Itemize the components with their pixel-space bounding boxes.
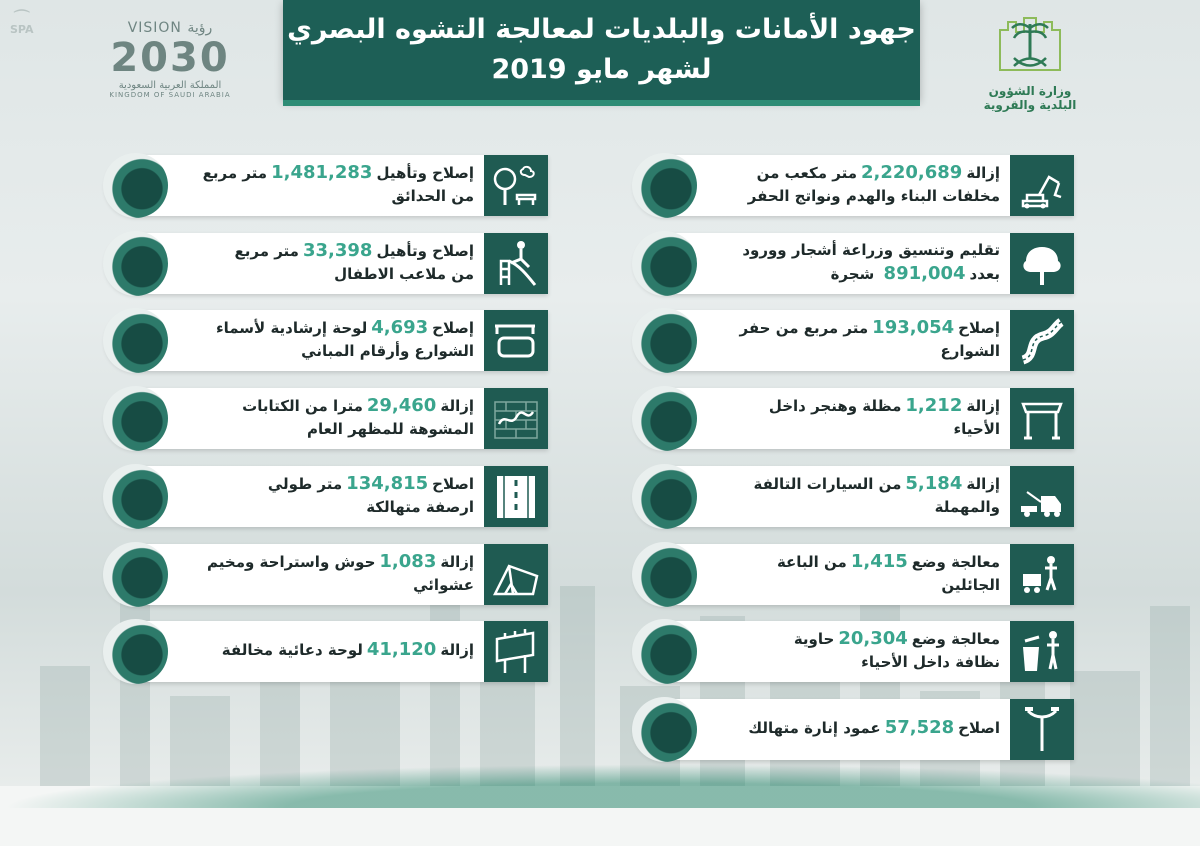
- stat-text: [179, 394, 474, 441]
- stat-card-left-2: [105, 233, 548, 294]
- stat-label-pre: إزالة: [966, 475, 1000, 493]
- stat-line2: الجائلين: [941, 576, 1000, 594]
- stat-label-post: متر مربع: [234, 242, 299, 260]
- stat-label-post: حوش واستراحة ومخيم: [207, 553, 376, 571]
- spa-logo: ⌒ SPA: [10, 8, 34, 36]
- stat-line2: من الحدائق: [391, 187, 474, 205]
- stat-label-pre: إزالة: [440, 641, 474, 659]
- stat-line-1: [179, 239, 474, 263]
- decorative-circle: [632, 308, 697, 373]
- stat-line-1: [708, 239, 1000, 262]
- stat-line-1: [708, 627, 1000, 651]
- title-line-2: لشهر مايو 2019: [491, 54, 712, 85]
- stat-card-left-1: [105, 155, 548, 216]
- stat-label-post: لوحة إرشادية لأسماء: [215, 319, 368, 337]
- stat-line-2: [708, 418, 1000, 441]
- stat-line-1: [708, 316, 1000, 340]
- stat-text: [179, 638, 474, 662]
- decorative-circle: [632, 464, 697, 529]
- decorative-circle: [103, 619, 168, 684]
- decorative-circle: [103, 542, 168, 607]
- stat-number: 1,212: [905, 395, 963, 416]
- stat-label-post: متر مربع من حفر: [739, 319, 869, 337]
- stat-line-2: [708, 496, 1000, 519]
- stat-icon-box: [1010, 544, 1074, 605]
- spa-mark-icon: ⌒: [13, 8, 30, 27]
- stat-line-1: [179, 394, 474, 418]
- decorative-circle: [632, 231, 697, 296]
- page-title: [283, 0, 920, 100]
- playground-slide-icon: [491, 239, 541, 289]
- stat-line-1: [179, 472, 474, 496]
- street-lamp-icon: [1017, 705, 1067, 755]
- title-line-1: جهود الأمانات والبلديات لمعالجة التشوه البصري: [287, 14, 916, 45]
- stat-label-pre: إزالة: [440, 553, 474, 571]
- stat-number: 193,054: [872, 317, 955, 338]
- stat-number: 1,481,283: [271, 162, 373, 183]
- stat-label-pre: إصلاح: [432, 319, 474, 337]
- stat-line-2: [179, 574, 474, 597]
- stat-line-2: [179, 418, 474, 441]
- stat-text: [179, 472, 474, 519]
- stat-line-2: [708, 574, 1000, 597]
- stat-label-pre: تقليم وتنسيق وزراعة أشجار وورود: [742, 241, 1000, 259]
- stat-label-pre: إصلاح وتأهيل: [376, 242, 474, 260]
- sidewalk-icon: [491, 472, 541, 522]
- graffiti-wall-icon: [491, 394, 541, 444]
- decorative-circle: [632, 697, 697, 762]
- stat-line2: عشوائي: [413, 576, 474, 594]
- stat-label-post: مظلة وهنجر داخل: [768, 397, 902, 415]
- stat-card-left-6: [105, 544, 548, 605]
- ministry-logo: وزارة الشؤون البلدية والقروية: [980, 10, 1080, 112]
- excavator-icon: [1017, 161, 1067, 211]
- stat-card-right-8: [634, 699, 1074, 760]
- stat-label-post: من السيارات التالفة: [753, 475, 902, 493]
- decorative-circle: [103, 308, 168, 373]
- stat-line2: المشوهة للمظهر العام: [307, 420, 474, 438]
- stat-line-2: [179, 185, 474, 208]
- stat-icon-box: [1010, 621, 1074, 682]
- stat-label-pre: اصلاح: [958, 719, 1000, 737]
- stat-text: [708, 627, 1000, 674]
- decorative-circle: [632, 153, 697, 218]
- stat-label-post: لوحة دعائية مخالفة: [221, 641, 363, 659]
- stat-label-post: حاوية: [793, 630, 835, 648]
- stat-line2: الشوارع وأرقام المباني: [301, 342, 474, 360]
- stat-card-right-1: [634, 155, 1074, 216]
- stat-line-1: [708, 394, 1000, 418]
- stat-label-pre: اصلاح: [432, 475, 474, 493]
- stat-icon-box: [484, 233, 548, 294]
- stat-line2: الأحياء: [953, 420, 1000, 438]
- stat-icon-box: [1010, 155, 1074, 216]
- stat-line-1: [179, 161, 474, 185]
- stat-icon-box: [484, 544, 548, 605]
- stat-icon-box: [484, 388, 548, 449]
- stat-text: [179, 316, 474, 363]
- decorative-circle: [632, 542, 697, 607]
- street-vendor-icon: [1017, 550, 1067, 600]
- canopy-icon: [1017, 394, 1067, 444]
- stat-line-2: [708, 651, 1000, 674]
- park-icon: [491, 161, 541, 211]
- stat-icon-box: [484, 621, 548, 682]
- stat-text: [708, 716, 1000, 740]
- road-icon: [1017, 316, 1067, 366]
- stat-text: [708, 472, 1000, 519]
- street-sign-icon: [491, 316, 541, 366]
- stat-card-left-7: [105, 621, 548, 682]
- waste-bin-icon: [1017, 627, 1067, 677]
- stat-number: 57,528: [884, 717, 955, 738]
- stat-label-pre: إزالة: [966, 164, 1000, 182]
- stat-label-post: عمود إنارة متهالك: [748, 719, 881, 737]
- stat-line-2: [708, 185, 1000, 208]
- stat-icon-box: [1010, 388, 1074, 449]
- stat-card-right-4: [634, 388, 1074, 449]
- stat-line-1: [708, 472, 1000, 496]
- stat-text: [179, 161, 474, 208]
- stat-label-post: متر مكعب من: [756, 164, 857, 182]
- stat-icon-box: [1010, 233, 1074, 294]
- header-accent-strip: [283, 100, 920, 106]
- stat-card-left-4: [105, 388, 548, 449]
- stat-line-2: [708, 262, 1000, 286]
- stat-number: 41,120: [366, 639, 437, 660]
- stat-line2: مخلفات البناء والهدم ونواتج الحفر: [747, 187, 1000, 205]
- stat-line2: نظافة داخل الأحياء: [861, 653, 1000, 671]
- stat-line2: والمهملة: [934, 498, 1000, 516]
- stat-line-1: [179, 638, 474, 662]
- stat-card-right-3: [634, 310, 1074, 371]
- stat-line2-number: 891,004: [883, 263, 966, 284]
- stat-label-pre: إزالة: [966, 397, 1000, 415]
- stat-line2: من ملاعب الاطفال: [334, 265, 474, 283]
- stat-line-2: [708, 340, 1000, 363]
- stat-line-1: [179, 550, 474, 574]
- stat-card-left-3: [105, 310, 548, 371]
- stat-number: 2,220,689: [860, 162, 963, 183]
- decorative-circle: [103, 464, 168, 529]
- stat-text: [179, 239, 474, 286]
- stat-number: 4,693: [371, 317, 429, 338]
- stat-line-1: [708, 550, 1000, 574]
- stat-icon-box: [484, 155, 548, 216]
- palm-swords-emblem-icon: [990, 10, 1070, 80]
- stat-line2: شجرة: [830, 265, 875, 283]
- stat-line2-pre: بعدد: [969, 265, 1000, 283]
- stat-text: [708, 550, 1000, 597]
- tow-truck-icon: [1017, 472, 1067, 522]
- stat-number: 5,184: [905, 473, 963, 494]
- stat-text: [708, 161, 1000, 208]
- stat-card-right-7: [634, 621, 1074, 682]
- stat-number: 20,304: [838, 628, 908, 649]
- stat-icon-box: [1010, 466, 1074, 527]
- stat-text: [179, 550, 474, 597]
- decorative-circle: [103, 231, 168, 296]
- stat-number: 1,083: [379, 551, 437, 572]
- tent-icon: [491, 550, 541, 600]
- stat-label-post: مترا من الكتابات: [242, 397, 363, 415]
- billboard-icon: [491, 627, 541, 677]
- stat-number: 134,815: [346, 473, 429, 494]
- stat-card-right-2: [634, 233, 1074, 294]
- stat-icon-box: [484, 466, 548, 527]
- stat-card-right-5: [634, 466, 1074, 527]
- decorative-circle: [103, 386, 168, 451]
- stat-label-pre: معالجة وضع: [911, 630, 1000, 648]
- stat-label-post: من الباعة: [776, 553, 847, 571]
- stat-card-left-5: [105, 466, 548, 527]
- stat-line-1: [708, 716, 1000, 740]
- stat-icon-box: [1010, 699, 1074, 760]
- bottom-band: [0, 786, 1200, 846]
- stat-icon-box: [484, 310, 548, 371]
- stat-label-post: متر طولي: [267, 475, 343, 493]
- stat-icon-box: [1010, 310, 1074, 371]
- stat-line-2: [179, 263, 474, 286]
- stat-text: [708, 239, 1000, 286]
- stat-label-pre: إصلاح: [958, 319, 1000, 337]
- stat-card-right-6: [634, 544, 1074, 605]
- stat-number: 29,460: [366, 395, 437, 416]
- stat-label-pre: إصلاح وتأهيل: [376, 164, 474, 182]
- stat-text: [708, 394, 1000, 441]
- stat-line-2: [179, 496, 474, 519]
- tree-icon: [1017, 239, 1067, 289]
- stat-text: [708, 316, 1000, 363]
- stat-line-1: [708, 161, 1000, 185]
- decorative-circle: [632, 619, 697, 684]
- stat-line-1: [179, 316, 474, 340]
- stat-line2: ارصفة متهالكة: [366, 498, 474, 516]
- stat-line2: الشوارع: [940, 342, 1000, 360]
- decorative-circle: [632, 386, 697, 451]
- stat-label-pre: إزالة: [440, 397, 474, 415]
- vision-2030-logo: VISION رؤية 2030 المملكة العربية السعودية KINGDOM OF SAUDI ARABIA: [109, 20, 231, 99]
- stat-label-post: متر مربع: [202, 164, 268, 182]
- stat-label-pre: معالجة وضع: [911, 553, 1000, 571]
- decorative-circle: [103, 153, 168, 218]
- stat-line-2: [179, 340, 474, 363]
- stat-number: 1,415: [850, 551, 908, 572]
- stat-number: 33,398: [302, 240, 373, 261]
